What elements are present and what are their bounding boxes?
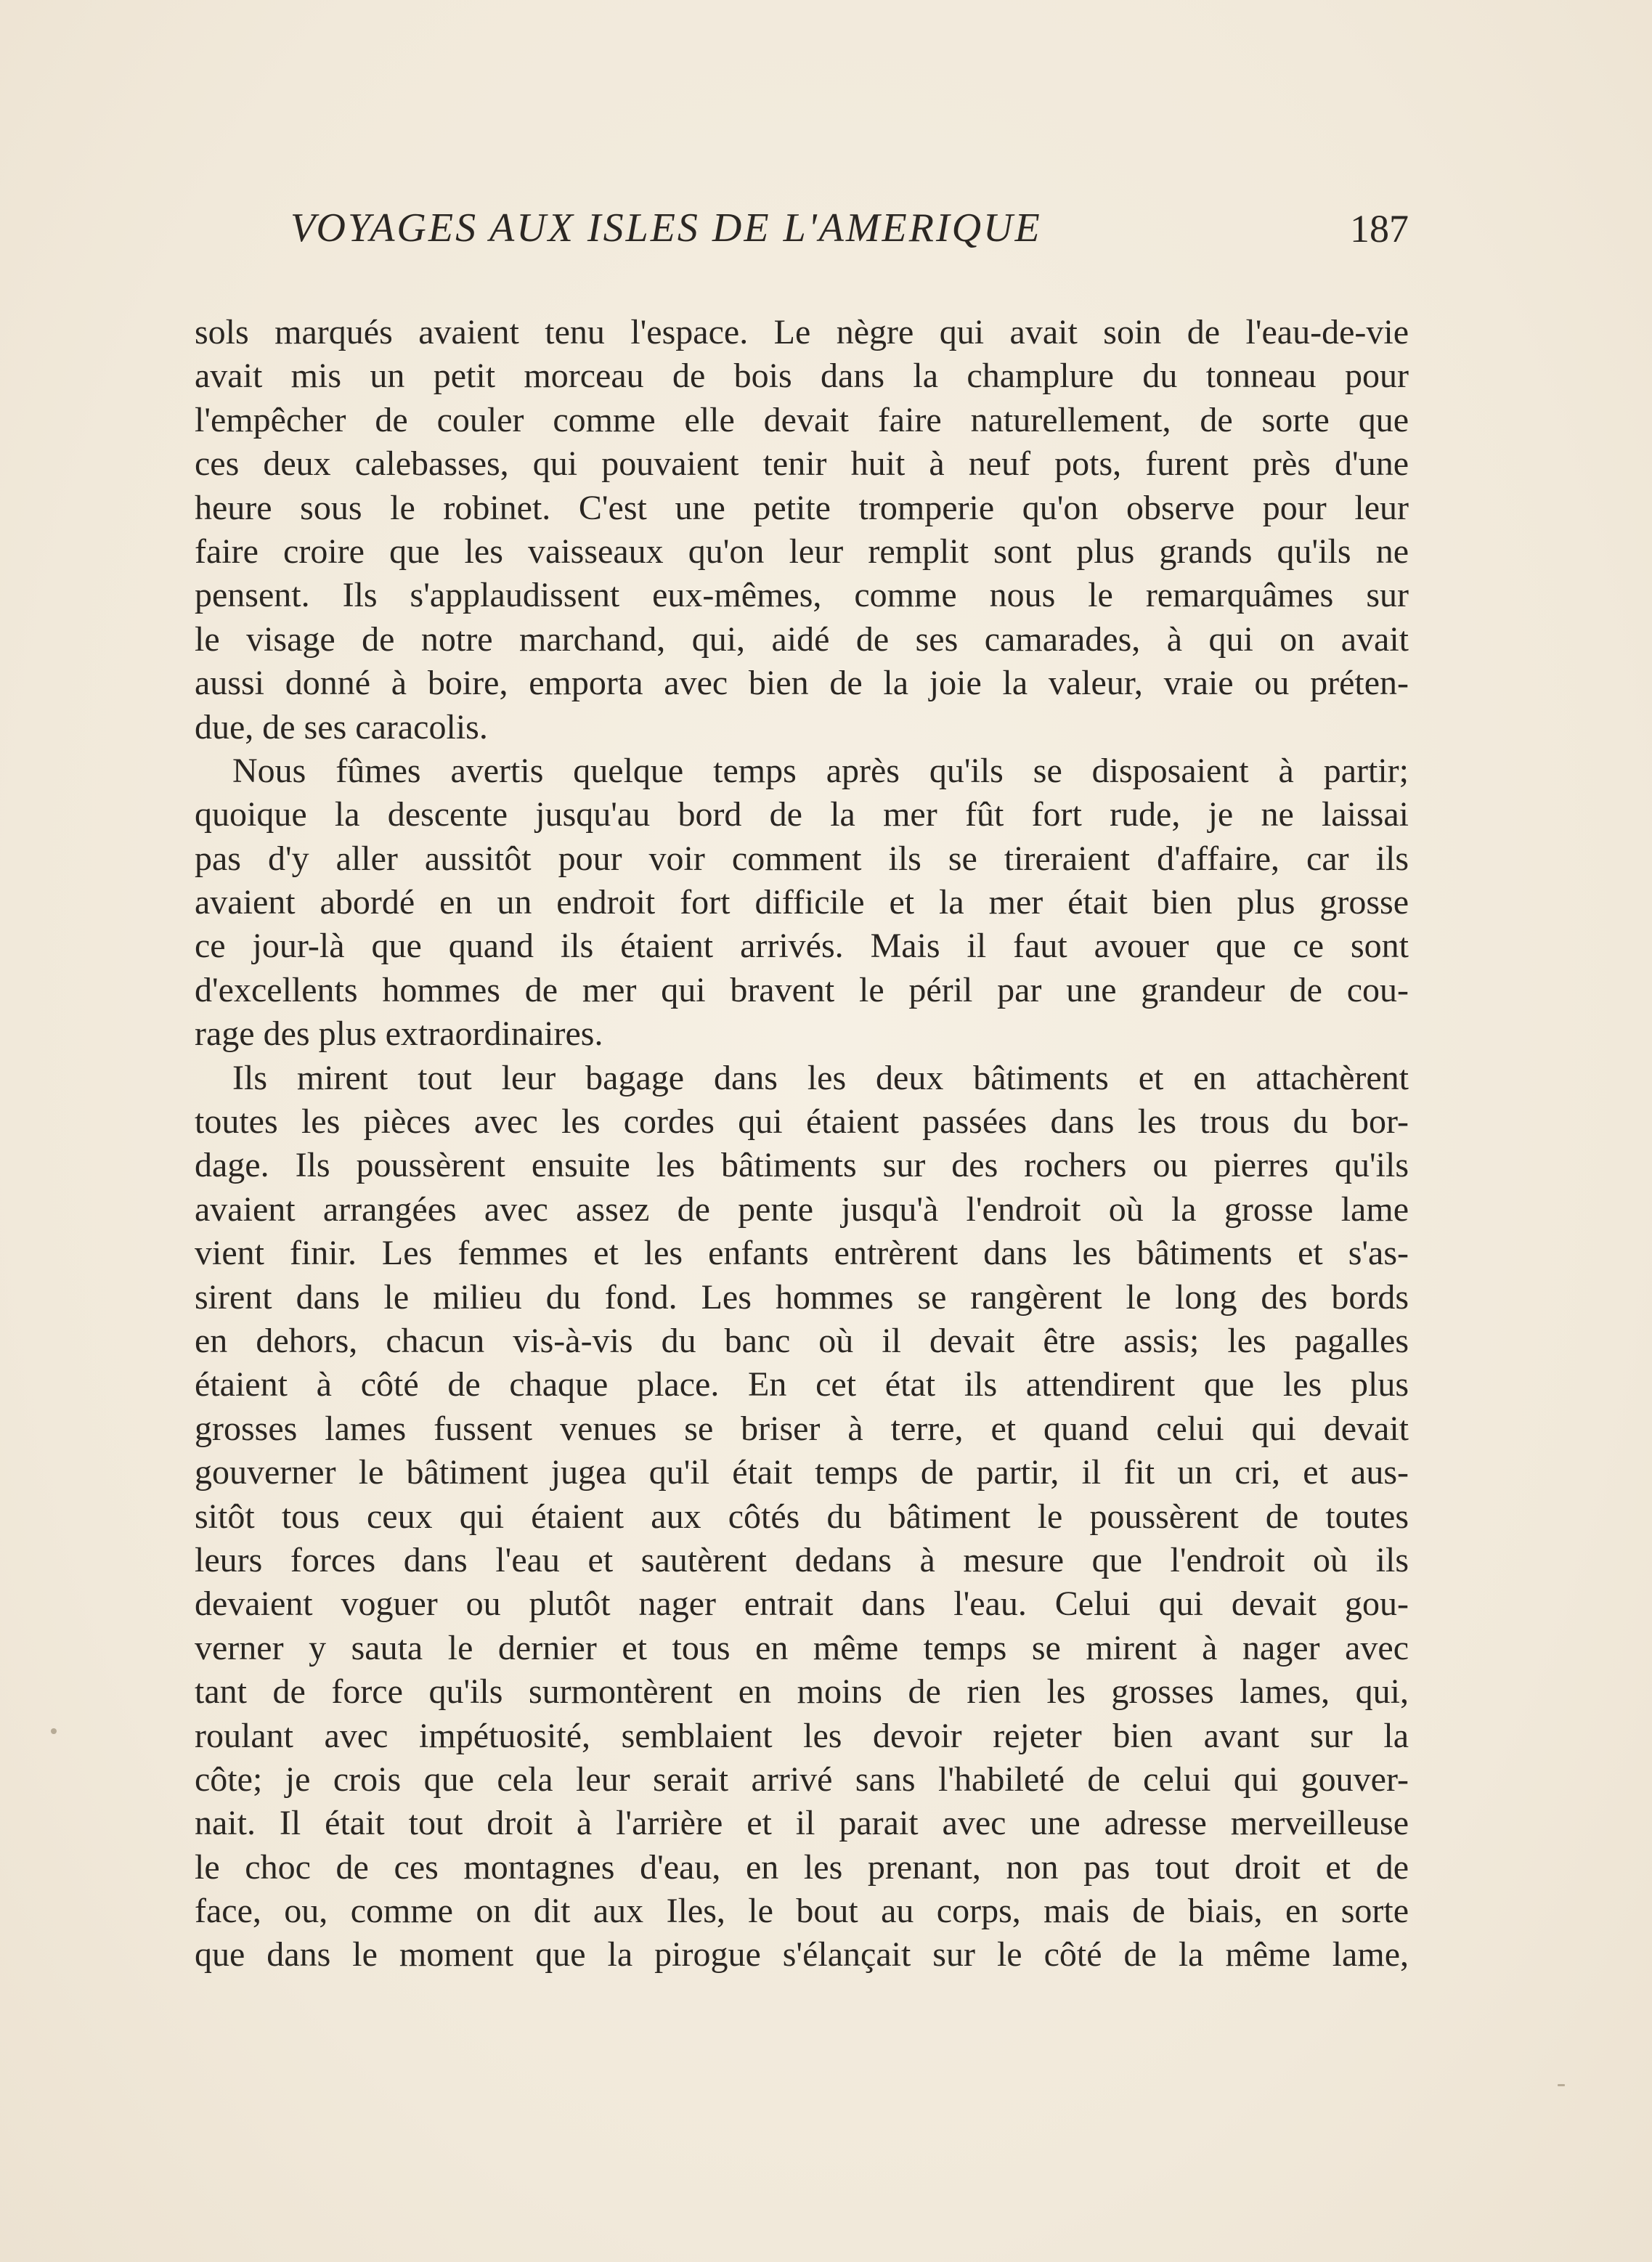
text-line: ce jour-là que quand ils étaient arrivés. Mais il faut avouer que ce sont — [195, 927, 1409, 966]
text-line: aussi donné à boire, emporta avec bien de la joie la valeur, vraie ou préten- — [195, 664, 1409, 703]
text-line: pas d'y aller aussitôt pour voir comment ils se tireraient d'affaire, car ils — [195, 839, 1409, 878]
text-line: gouverner le bâtiment jugea qu'il était temps de partir, il fit un cri, et aus- — [195, 1453, 1409, 1492]
text-line: due, de ses caracolis. — [195, 707, 488, 746]
text-line: en dehors, chacun vis-à-vis du banc où il devait être assis; les pagalles — [195, 1321, 1409, 1360]
text-line: que dans le moment que la pirogue s'élançait sur le côté de la même lame, — [195, 1935, 1409, 1974]
text-line: toutes les pièces avec les cordes qui étaient passées dans les trous du bor- — [195, 1102, 1409, 1142]
text-line: pensent. Ils s'applaudissent eux-mêmes, comme nous le remarquâmes sur — [195, 576, 1409, 615]
text-line: nait. Il était tout droit à l'arrière et il parait avec une adresse merveilleuse — [195, 1804, 1409, 1843]
running-title: VOYAGES AUX ISLES DE L'AMERIQUE — [290, 206, 1042, 251]
text-line: ces deux calebasses, qui pouvaient tenir huit à neuf pots, furent près d'une — [195, 444, 1409, 484]
text-line: avait mis un petit morceau de bois dans la champlure du tonneau pour — [195, 357, 1409, 396]
body-text — [195, 311, 1409, 1977]
text-line: faire croire que les vaisseaux qu'on leur remplit sont plus grands qu'ils ne — [195, 532, 1409, 571]
running-head — [196, 205, 1409, 263]
text-line: face, ou, comme on dit aux Iles, le bout au corps, mais de biais, en sorte — [195, 1892, 1409, 1931]
text-line: rage des plus extraordinaires. — [195, 1014, 603, 1054]
text-line: verner y sauta le dernier et tous en même temps se mirent à nager avec — [195, 1628, 1409, 1667]
text-line: avaient arrangées avec assez de pente jusqu'à l'endroit où la grosse lame — [195, 1189, 1409, 1229]
text-line: d'excellents hommes de mer qui bravent le péril par une grandeur de cou- — [195, 970, 1409, 1009]
text-line: l'empêcher de couler comme elle devait faire naturellement, de sorte que — [195, 400, 1409, 439]
text-line: Nous fûmes avertis quelque temps après qu'ils se disposaient à partir; — [232, 751, 1409, 790]
text-line: sols marqués avaient tenu l'espace. Le nègre qui avait soin de l'eau-de-vie — [195, 313, 1409, 351]
text-line: sitôt tous ceux qui étaient aux côtés du bâtiment le poussèrent de toutes — [195, 1497, 1409, 1536]
text-line: le visage de notre marchand, qui, aidé de ses camarades, à qui on avait — [195, 619, 1409, 659]
text-line: roulant avec impétuosité, semblaient les devoir rejeter bien avant sur la — [195, 1716, 1409, 1755]
text-line: dage. Ils poussèrent ensuite les bâtiments sur des rochers ou pierres qu'ils — [195, 1146, 1409, 1185]
text-line: devaient voguer ou plutôt nager entrait dans l'eau. Celui qui devait gou- — [195, 1584, 1409, 1624]
text-line: heure sous le robinet. C'est une petite tromperie qu'on observe pour leur — [195, 488, 1409, 527]
text-line: Ils mirent tout leur bagage dans les deux bâtiments et en attachèrent — [232, 1058, 1409, 1097]
text-line: quoique la descente jusqu'au bord de la mer fût fort rude, je ne laissai — [195, 795, 1409, 834]
text-line: le choc de ces montagnes d'eau, en les prenant, non pas tout droit et de — [195, 1847, 1409, 1887]
text-line: vient finir. Les femmes et les enfants entrèrent dans les bâtiments et s'as- — [195, 1234, 1409, 1273]
text-line: grosses lames fussent venues se briser à terre, et quand celui qui devait — [195, 1409, 1409, 1448]
text-line: côte; je crois que cela leur serait arrivé sans l'habileté de celui qui gouver- — [195, 1759, 1409, 1799]
text-line: étaient à côté de chaque place. En cet état ils attendirent que les plus — [195, 1365, 1409, 1404]
text-line: leurs forces dans l'eau et sautèrent dedans à mesure que l'endroit où ils — [195, 1540, 1409, 1579]
text-line: avaient abordé en un endroit fort difficile et la mer était bien plus grosse — [195, 883, 1409, 922]
paper-speck — [51, 1728, 57, 1734]
page-number: 187 — [1350, 207, 1409, 251]
text-line: tant de force qu'ils surmontèrent en moins de rien les grosses lames, qui, — [195, 1672, 1409, 1712]
text-line: sirent dans le milieu du fond. Les hommes se rangèrent le long des bords — [195, 1277, 1409, 1317]
paper-speck — [1558, 2084, 1565, 2086]
